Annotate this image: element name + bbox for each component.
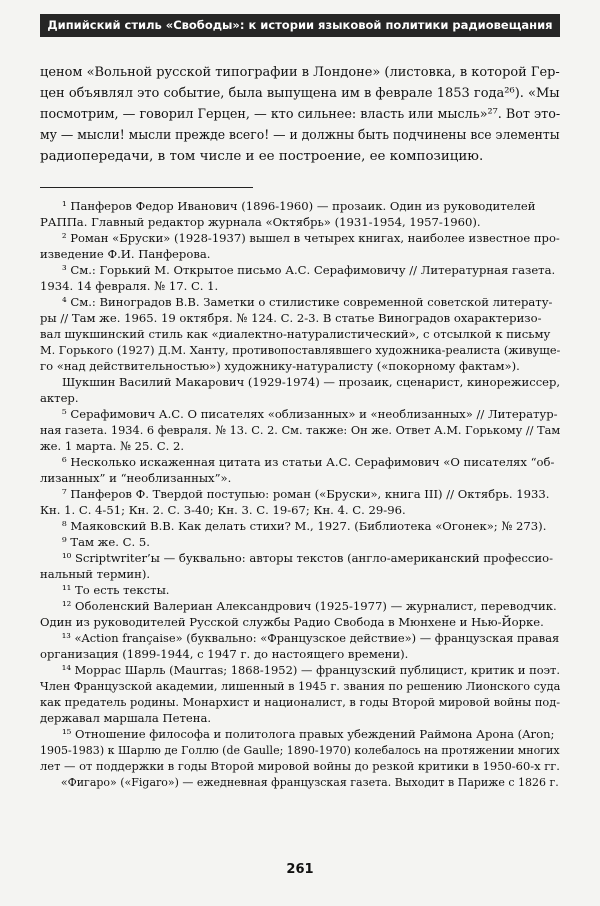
footnote-line: «Фигаро» («Figaro») — ежедневная французская газета. Выходит в Париже с 1826 г. (60, 775, 559, 789)
footnote-line: ⁵ Серафимович А.С. О писателях «облизанных» и «необлизанных» // Литератур- (62, 407, 558, 421)
footnote-line: ¹ Панферов Федор Иванович (1896-1960) — прозаик. Один из руководителей (62, 199, 536, 213)
footnotes (40, 198, 560, 790)
text-line: ценом «Вольной русской типографии в Лондоне» (листовка, в которой Гер- (40, 65, 560, 80)
text-line: посмотрим, — говорил Герцен, — кто сильнее: власть или мысль»²⁷. Вот это- (40, 107, 561, 122)
footnote-line: Шукшин Василий Макарович (1929-1974) — прозаик, сценарист, кинорежиссер, (61, 375, 561, 389)
footnote-line: ная газета. 1934. 6 февраля. № 13. С. 2. См. также: Он же. Ответ А.М. Горькому // Там (40, 423, 561, 437)
footnote-line: ¹⁰ Scriptwriter’ы — буквально: авторы текстов (англо-американский профессио- (62, 551, 553, 565)
footnote-line: как предатель родины. Монархист и националист, в годы Второй мировой войны под- (40, 695, 561, 709)
footnote-line: ³ См.: Горький М. Открытое письмо А.С. Серафимовичу // Литературная газета. (62, 263, 556, 277)
footnote-line: изведение Ф.И. Панферова. (40, 247, 211, 261)
footnote-line: актер. (40, 391, 79, 405)
footnote-line: 1934. 14 февраля. № 17. С. 1. (40, 279, 219, 293)
footnote-line: го «над действительностью») художнику-натуралисту («покорному фактам»). (40, 359, 520, 373)
footnote-line: 1905-1983) к Шарлю де Голлю (de Gaulle; 1890-1970) колебалось на протяжении многих (40, 743, 560, 757)
main-text (40, 62, 560, 167)
footnote-line: лет — от поддержки в годы Второй мировой войны до резкой критики в 1950-60-х гг. (40, 759, 560, 773)
text-line: му — мысли! мысли прежде всего! — и должны быть подчинены все элементы (40, 128, 560, 143)
footnote-line: же. 1 марта. № 25. С. 2. (40, 439, 185, 453)
footnote-line: Кн. 1. С. 4-51; Кн. 2. С. 3-40; Кн. 3. С. 19-67; Кн. 4. С. 29-96. (40, 503, 406, 517)
footnote-line: РАППа. Главный редактор журнала «Октябрь» (1931-1954, 1957-1960). (40, 215, 481, 229)
footnote-line: ¹¹ То есть тексты. (62, 583, 170, 597)
footnote-line: ¹⁵ Отношение философа и политолога правых убеждений Раймона Арона (Aron; (62, 727, 555, 741)
footnote-line: Один из руководителей Русской службы Радио Свобода в Мюнхене и Нью-Йорке. (40, 615, 544, 629)
footnote-line: ⁴ См.: Виноградов В.В. Заметки о стилистике современной советской литерату- (62, 295, 553, 309)
footnote-line: ¹⁴ Моррас Шарль (Maurras; 1868-1952) — французский публицист, критик и поэт. (61, 663, 561, 677)
footnote-line: ⁸ Маяковский В.В. Как делать стихи? М., 1927. (Библиотека «Огонек»; № 273). (62, 519, 547, 533)
footnote-divider (40, 187, 253, 188)
footnote-line: вал шукшинский стиль как «диалектно-натуралистический», с отсылкой к письму (40, 327, 551, 341)
footnote-line: ⁶ Несколько искаженная цитата из статьи А.С. Серафимович «О писателях “об- (62, 455, 555, 469)
footnote-line: лизанных” и “необлизанных”». (40, 471, 232, 485)
footnote-line: М. Горького (1927) Д.М. Ханту, противопоставлявшего художника-реалиста (живуще- (40, 343, 561, 357)
footnote-line: ⁷ Панферов Ф. Твердой поступью: роман («Бруски», книга III) // Октябрь. 1933. (62, 487, 550, 501)
text-line: цен объявлял это событие, была выпущена им в феврале 1853 года²⁶). «Мы (40, 86, 560, 101)
footnote-line: ¹³ «Action française» (буквально: «Французское действие») — французская правая (61, 631, 560, 645)
page-number: 261 (286, 862, 314, 877)
footnote-line: организация (1899-1944, с 1947 г. до настоящего времени). (40, 647, 409, 661)
footnote-line: ры // Там же. 1965. 19 октября. № 124. С. 2-3. В статье Виноградов охарактеризо- (40, 311, 542, 325)
footnote-line: ⁹ Там же. С. 5. (62, 535, 150, 549)
footnote-line: ¹² Оболенский Валериан Александрович (1925-1977) — журналист, переводчик. (62, 599, 557, 613)
footnote-line: Член Французской академии, лишенный в 1945 г. звания по решению Лионского суда (40, 679, 561, 693)
running-header: Дипийский стиль «Свободы»: к истории языковой политики радиовещания (40, 14, 560, 37)
footnote-line: нальный термин). (40, 567, 151, 581)
text-line: радиопередачи, в том числе и ее построение, ее композицию. (40, 149, 484, 164)
footnote-line: державал маршала Петена. (40, 711, 212, 725)
footnote-line: ² Роман «Бруски» (1928-1937) вышел в четырех книгах, наиболее известное про- (61, 231, 560, 245)
